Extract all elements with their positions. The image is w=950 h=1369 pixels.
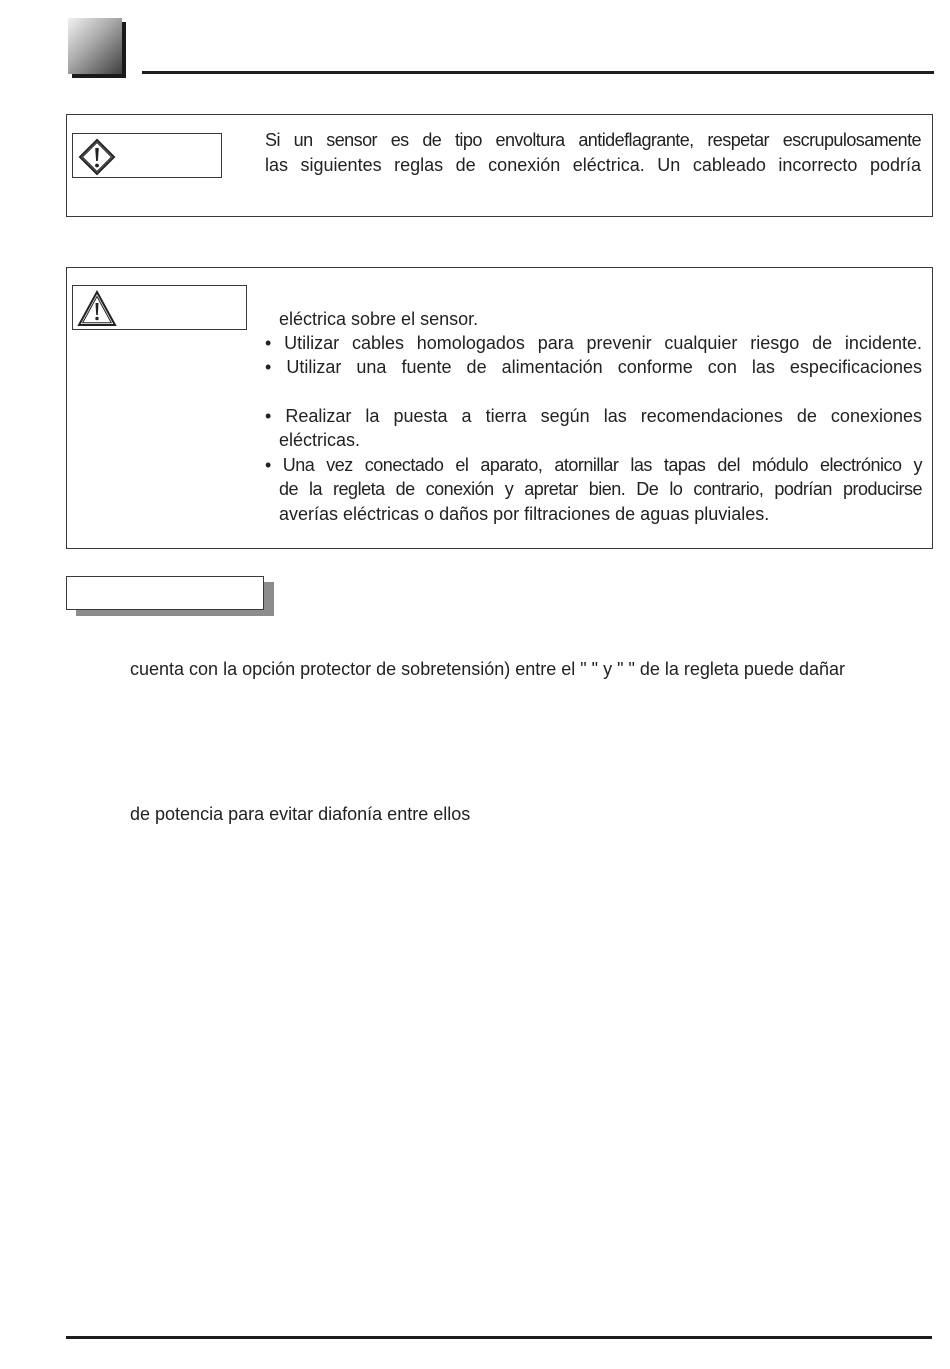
body-text-line: de potencia para evitar diafonía entre ellos: [130, 804, 471, 824]
section-label-box: [66, 576, 264, 610]
warning-line: • Realizar la puesta a tierra según las recomendaciones de conexiones: [265, 406, 922, 426]
warning-line: averías eléctricas o daños por filtraciones de aguas pluviales.: [279, 504, 770, 524]
info-line: Si un sensor es de tipo envoltura antideflagrante, respetar escrupulosamente: [265, 130, 921, 150]
triangle-warning-icon: [77, 290, 117, 328]
warning-line: eléctricas.: [279, 430, 361, 450]
body-text-line: cuenta con la opción protector de sobretensión) entre el " " y " " de la regleta puede dañar: [130, 659, 846, 679]
warning-line: eléctrica sobre el sensor.: [279, 309, 479, 329]
header-rule: [142, 71, 934, 74]
info-text: [265, 128, 921, 177]
warning-line: • Utilizar cables homologados para prevenir cualquier riesgo de incidente.: [265, 333, 922, 353]
diamond-exclamation-icon: [77, 138, 117, 176]
footer-rule: [66, 1336, 932, 1339]
warning-line: • Utilizar una fuente de alimentación conforme con las especificaciones: [265, 357, 922, 377]
warning-label-box: [72, 285, 247, 330]
info-line: las siguientes reglas de conexión eléctrica. Un cableado incorrecto podría: [265, 154, 921, 175]
info-label-box: [72, 133, 222, 178]
warning-line: de la regleta de conexión y apretar bien. De lo contrario, podrían producirse: [279, 479, 922, 499]
warning-line: • Una vez conectado el aparato, atornillar las tapas del módulo electrónico y: [265, 455, 922, 475]
chapter-tab: [68, 18, 122, 74]
